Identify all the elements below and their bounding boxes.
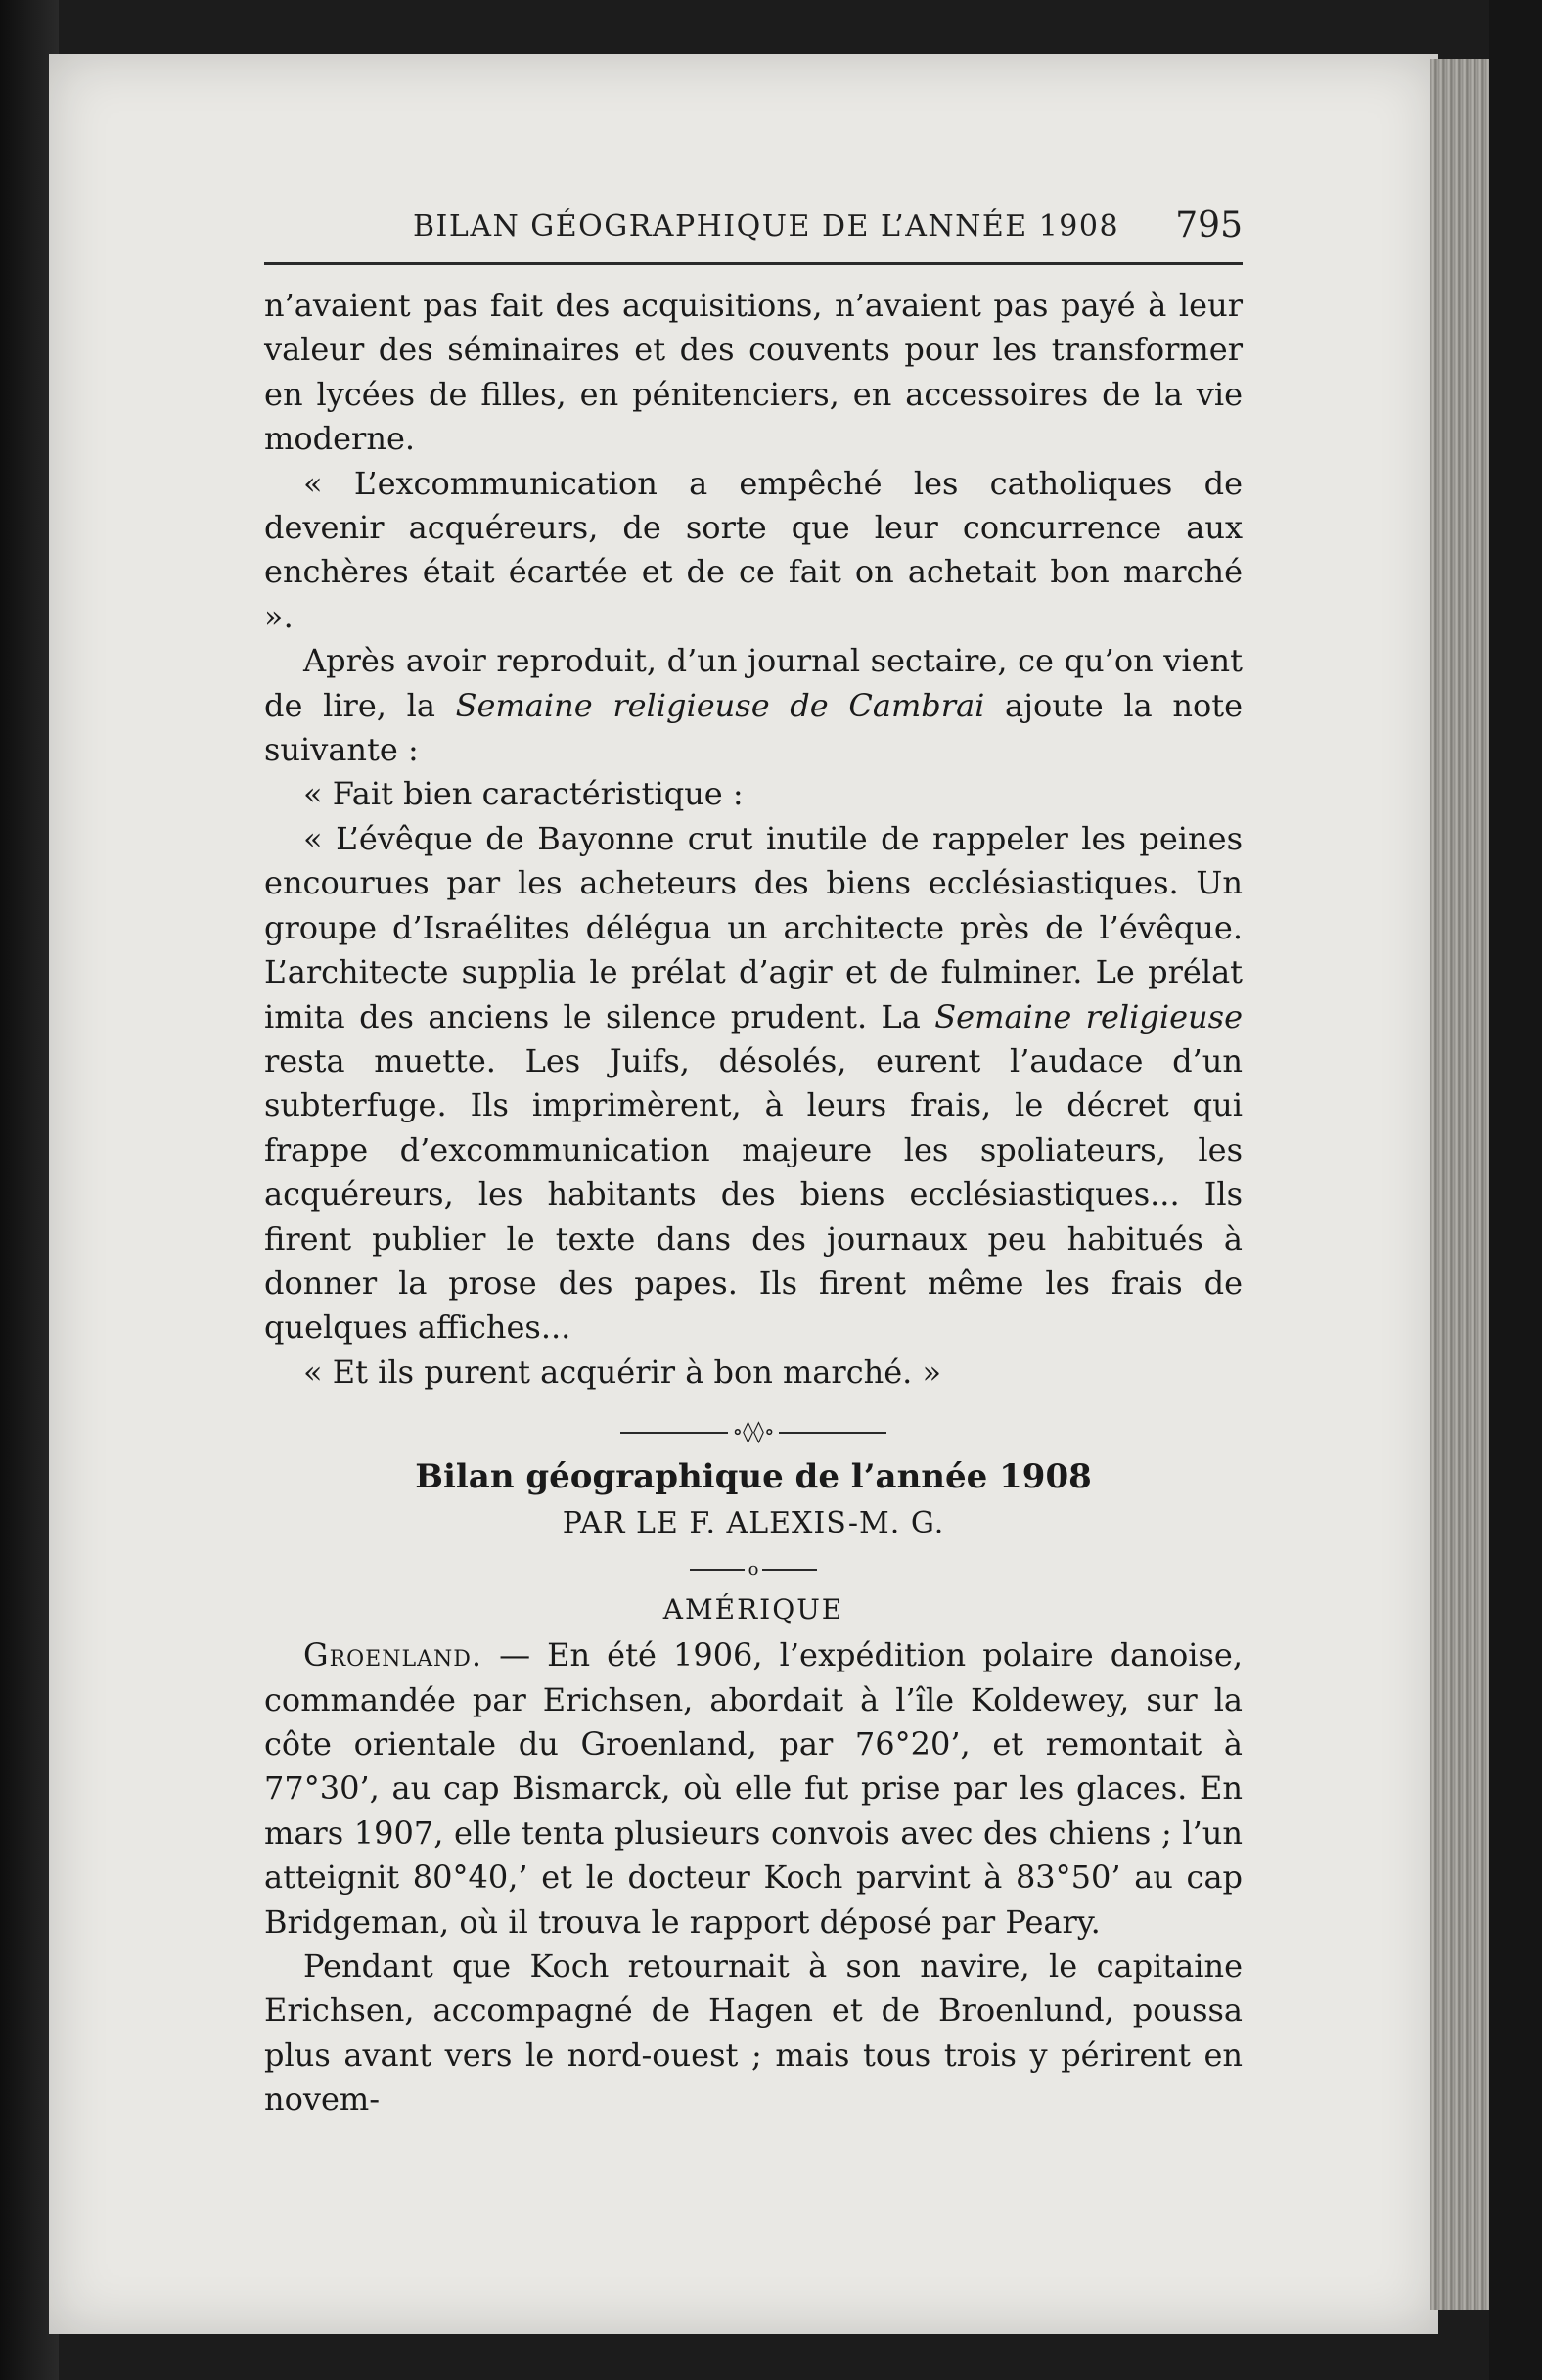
running-header	[264, 206, 1243, 249]
ornament-line-left	[620, 1432, 728, 1434]
text-run: resta muette. Les Juifs, désolés, eurent l’audace d’un subterfuge. Ils imprimèrent, à leurs frais, le décret qui frappe d’excommunication majeure les spoliateurs, les acquéreurs, les habitants des biens ecclésiastiques... Ils firent publier le texte dans des journaux peu habitués à donner la prose des papes. Ils firent même les frais de quelques affiches...	[264, 1041, 1243, 1347]
text-run: ajoute la note suivante :	[264, 686, 1244, 769]
text-run: « L’évêque de Bayonne crut inutile de rappeler les peines encourues par les acheteurs des biens ecclésiastiques. Un groupe d’Israélites délégua un architecte près de l’évêque. L’architecte supplia le prélat d’agir et de fulminer. Le prélat imita des anciens le silence prudent. La	[264, 819, 1243, 1035]
paragraph-lead: Groenland.	[303, 1636, 483, 1674]
paragraph	[264, 639, 1243, 772]
italic-title: Semaine religieuse	[934, 997, 1244, 1035]
ornament-glyph: ∘◊◊∘	[732, 1419, 775, 1444]
divider-glyph: o	[748, 1558, 759, 1579]
article-paragraph	[264, 1633, 1243, 1945]
page-edges	[1430, 59, 1489, 2310]
divider-line-left	[690, 1569, 745, 1571]
quote-paragraph: « L’excommunication a empêché les catholiques de devenir acquéreurs, de sorte que leur concurrence aux enchères était écartée et de ce fait on achetait bon marché ».	[264, 464, 1243, 635]
paragraph-continued: n’avaient pas fait des acquisitions, n’avaient pas payé à leur valeur des séminaires et des couvents pour les transformer en lycées de filles, en pénitenciers, en accessoires de la vie moderne.	[264, 287, 1243, 458]
article-byline: PAR LE F. ALEXIS-M. G.	[562, 1506, 945, 1541]
scan-margin-right	[1489, 0, 1542, 2380]
running-title: BILAN GÉOGRAPHIQUE DE L’ANNÉE 1908	[413, 209, 1120, 244]
quote-paragraph: « Fait bien caractéristique :	[303, 775, 744, 813]
small-divider	[264, 1547, 1243, 1586]
text-run: Après avoir reproduit, d’un journal sectaire, ce qu’on vient de lire, la	[264, 642, 1243, 724]
divider-line-right	[762, 1569, 817, 1571]
page-number: 795	[1175, 206, 1243, 246]
italic-title: Semaine religieuse de Cambrai	[455, 686, 985, 724]
article-title: Bilan géographique de l’année 1908	[415, 1457, 1092, 1497]
article-paragraph: Pendant que Koch retournait à son navire, le capitaine Erichsen, accompagné de Hagen et de Broenlund, poussa plus avant vers le nord-ouest ; mais tous trois y périrent en novem-	[264, 1947, 1243, 2119]
page-text	[264, 284, 1243, 2123]
header-rule	[264, 262, 1243, 265]
quote-paragraph: « Et ils purent acquérir à bon marché. »	[303, 1352, 942, 1391]
section-heading: AMÉRIQUE	[662, 1593, 844, 1626]
ornament-line-right	[779, 1432, 886, 1434]
text-run: — En été 1906, l’expédition polaire danoise, commandée par Erichsen, abordait à l’île Koldewey, sur la côte orientale du Groenland, par 76°20’, et remontait à 77°30’, au cap Bismarck, où elle fut prise par les glaces. En mars 1907, elle tenta plusieurs convois avec des chiens ; l’un atteignit 80°40,’ et le docteur Koch parvint à 83°50’ au cap Bridgeman, où il trouva le rapport déposé par Peary.	[264, 1636, 1243, 1941]
quote-paragraph	[264, 817, 1243, 1350]
section-ornament	[264, 1408, 1243, 1442]
